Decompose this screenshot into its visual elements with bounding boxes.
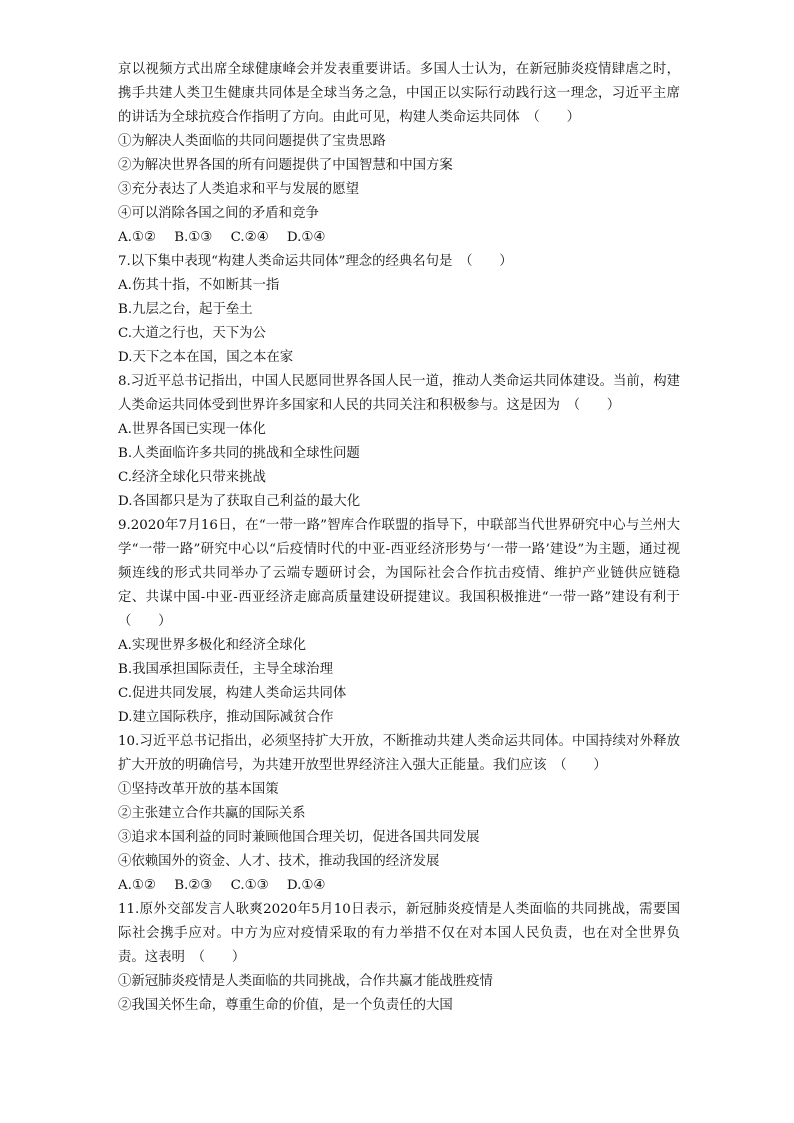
document-page [118, 58, 694, 1018]
q11-item-1: ①新冠肺炎疫情是人类面临的共同挑战，合作共赢才能战胜疫情 [118, 974, 493, 989]
q10-item-1: ①坚持改革开放的基本国策 [118, 782, 279, 797]
q6-item-1: ①为解决人类面临的共同问题提供了宝贵思路 [118, 134, 386, 149]
q7-stem: 7.以下集中表现“构建人类命运共同体”理念的经典名句是 （ ） [118, 254, 513, 269]
q6-option-c: C.②④ [230, 230, 269, 245]
q6-item-4: ④可以消除各国之间的矛盾和竞争 [118, 206, 319, 221]
q10-stem: 10.习近平总书记指出，必须坚持扩大开放，不断推动共建人类命运共同体。中国持续对外释放扩大开放的明确信号，为共建开放型世界经济注入强大正能量。我们应该 （ ） [118, 734, 680, 773]
q6-stem: 京以视频方式出席全球健康峰会并发表重要讲话。多国人士认为，在新冠肺炎疫情肆虐之时，携手共建人类卫生健康共同体是全球当务之急，中国正以实际行动践行这一理念，习近平主席的讲话为全球抗疫合作指明了方向。由此可见，构建人类命运共同体 （ ） [118, 62, 680, 125]
q6-option-b: B.①③ [174, 230, 213, 245]
q7-option-d: D.天下之本在国，国之本在家 [118, 350, 294, 365]
q9-option-d: D.建立国际秩序，推动国际减贫合作 [118, 710, 334, 725]
q9-option-c: C.促进共同发展，构建人类命运共同体 [118, 686, 347, 701]
q9-option-b: B.我国承担国际责任，主导全球治理 [118, 662, 333, 677]
q9-stem: 9.2020年7月16日，在“一带一路”智库合作联盟的指导下，中联部当代世界研究中心与兰州大学“一带一路”研究中心以“后疫情时代的中亚-西亚经济形势与‘一带一路’建设”为主题，通过视频连线的形式共同举办了云端专题研讨会，为国际社会合作抗击疫情、维护产业链供应链稳定、共谋中国-中亚-西亚经济走廊高质量建设研提建议。我国积极推进“一带一路”建设有利于 （ ） [118, 518, 694, 629]
q10-option-a: A.①② [118, 878, 156, 893]
q8-option-a: A.世界各国已实现一体化 [118, 422, 266, 437]
q7-option-c: C.大道之行也，天下为公 [118, 326, 266, 341]
q8-option-b: B.人类面临许多共同的挑战和全球性问题 [118, 446, 360, 461]
q8-stem: 8.习近平总书记指出，中国人民愿同世界各国人民一道，推动人类命运共同体建设。当前，构建人类命运共同体受到世界许多国家和人民的共同关注和积极参与。这是因为 （ ） [118, 374, 680, 413]
q9-option-a: A.实现世界多极化和经济全球化 [118, 638, 307, 653]
q6-item-2: ②为解决世界各国的所有问题提供了中国智慧和中国方案 [118, 158, 453, 173]
q11-item-2: ②我国关怀生命，尊重生命的价值，是一个负责任的大国 [118, 998, 453, 1013]
q10-options [118, 874, 680, 898]
q8-option-c: C.经济全球化只带来挑战 [118, 470, 266, 485]
q7-option-b: B.九层之台，起于垒土 [118, 302, 253, 317]
q6-option-d: D.①④ [286, 230, 326, 245]
q7-option-a: A.伤其十指，不如断其一指 [118, 278, 280, 293]
q8-option-d: D.各国都只是为了获取自己利益的最大化 [118, 494, 361, 509]
q10-item-3: ③追求本国利益的同时兼顾他国合理关切，促进各国共同发展 [118, 830, 480, 845]
q10-option-b: B.②③ [174, 878, 213, 893]
q11-stem: 11.原外交部发言人耿爽2020年5月10日表示，新冠肺炎疫情是人类面临的共同挑战，需要国际社会携手应对。中方为应对疫情采取的有力举措不仅在对本国人民负责，也在对全世界负责。这表明 （ ） [118, 902, 680, 965]
q10-item-4: ④依赖国外的资金、人才、技术，推动我国的经济发展 [118, 854, 440, 869]
q6-item-3: ③充分表达了人类追求和平与发展的愿望 [118, 182, 360, 197]
q10-item-2: ②主张建立合作共赢的国际关系 [118, 806, 306, 821]
q6-option-a: A.①② [118, 230, 156, 245]
q10-option-d: D.①④ [286, 878, 326, 893]
q10-option-c: C.①③ [230, 878, 269, 893]
q6-options [118, 226, 680, 250]
